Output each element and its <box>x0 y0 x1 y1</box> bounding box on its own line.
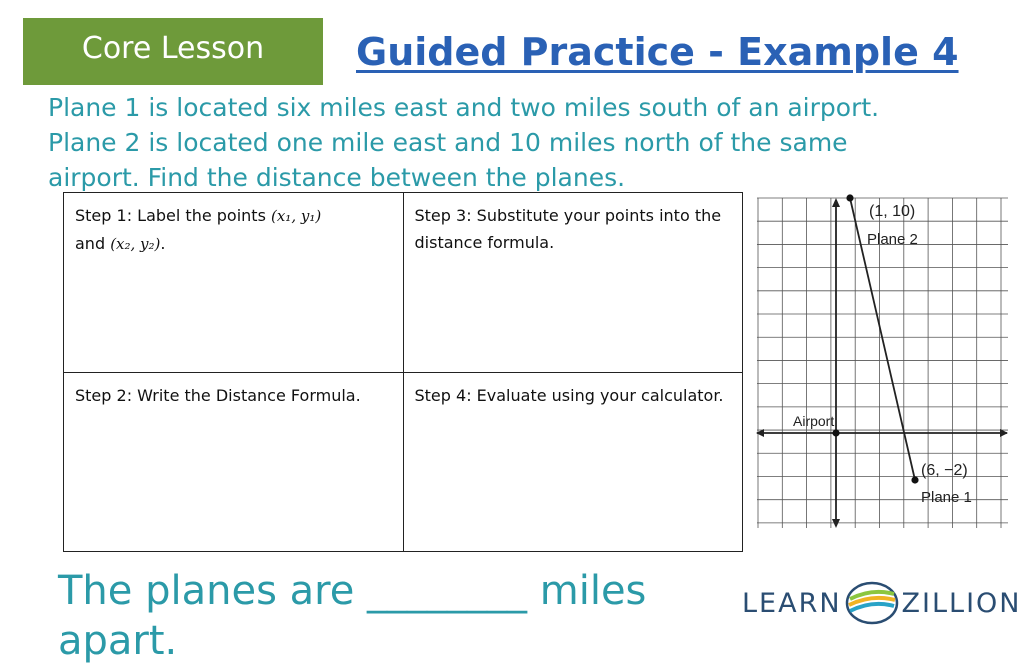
point-1-notation: (x₁, y₁) <box>271 207 322 225</box>
step-1-and: and <box>75 234 111 253</box>
problem-statement <box>48 90 948 195</box>
point-2-notation: (x₂, y₂) <box>110 235 161 253</box>
step-1-text: Step 1: Label the points <box>75 206 271 225</box>
core-lesson-badge <box>23 18 323 85</box>
y-axis-arrow-down <box>832 519 840 528</box>
step-2-text: Step 2: Write the Distance Formula. <box>75 385 361 405</box>
plane-2-point <box>846 194 853 201</box>
problem-line: Plane 1 is located six miles east and two miles south of an airport. <box>48 93 880 122</box>
airport-label: Airport <box>793 413 835 429</box>
airport-point <box>832 429 839 436</box>
logo-zillion-text: ZILLION <box>901 587 1022 619</box>
y-axis-arrow-up <box>832 198 840 207</box>
step-3-cell <box>403 193 743 373</box>
page-title: Guided Practice - Example 4 <box>356 30 959 74</box>
step-1-end: . <box>160 234 166 253</box>
problem-line: Plane 2 is located one mile east and 10 miles north of the same <box>48 128 848 157</box>
answer-sentence: The planes are ________ miles apart. <box>58 568 647 664</box>
core-lesson-label: Core Lesson <box>81 31 265 66</box>
step-4-cell <box>403 372 743 552</box>
step-4-text: Step 4: Evaluate using your calculator. <box>414 385 724 405</box>
plane-2-coord-label: (1, 10) <box>869 203 916 220</box>
plane-1-label: Plane 1 <box>921 489 972 506</box>
steps-table <box>63 192 743 552</box>
plane-2-label: Plane 2 <box>867 231 918 248</box>
logo-learn-text: LEARN <box>742 587 842 619</box>
step-2-cell <box>64 372 404 552</box>
coordinate-grid <box>753 192 1013 532</box>
learnzillion-logo <box>742 578 1022 628</box>
learnzillion-swirl-icon <box>844 580 900 626</box>
problem-line: airport. Find the distance between the planes. <box>48 163 626 192</box>
plane-1-coord-label: (6, −2) <box>921 462 968 479</box>
step-3-text: Step 3: Substitute your points into the distance formula. <box>414 206 722 252</box>
plane-1-point <box>911 476 918 483</box>
step-1-cell <box>64 193 404 373</box>
